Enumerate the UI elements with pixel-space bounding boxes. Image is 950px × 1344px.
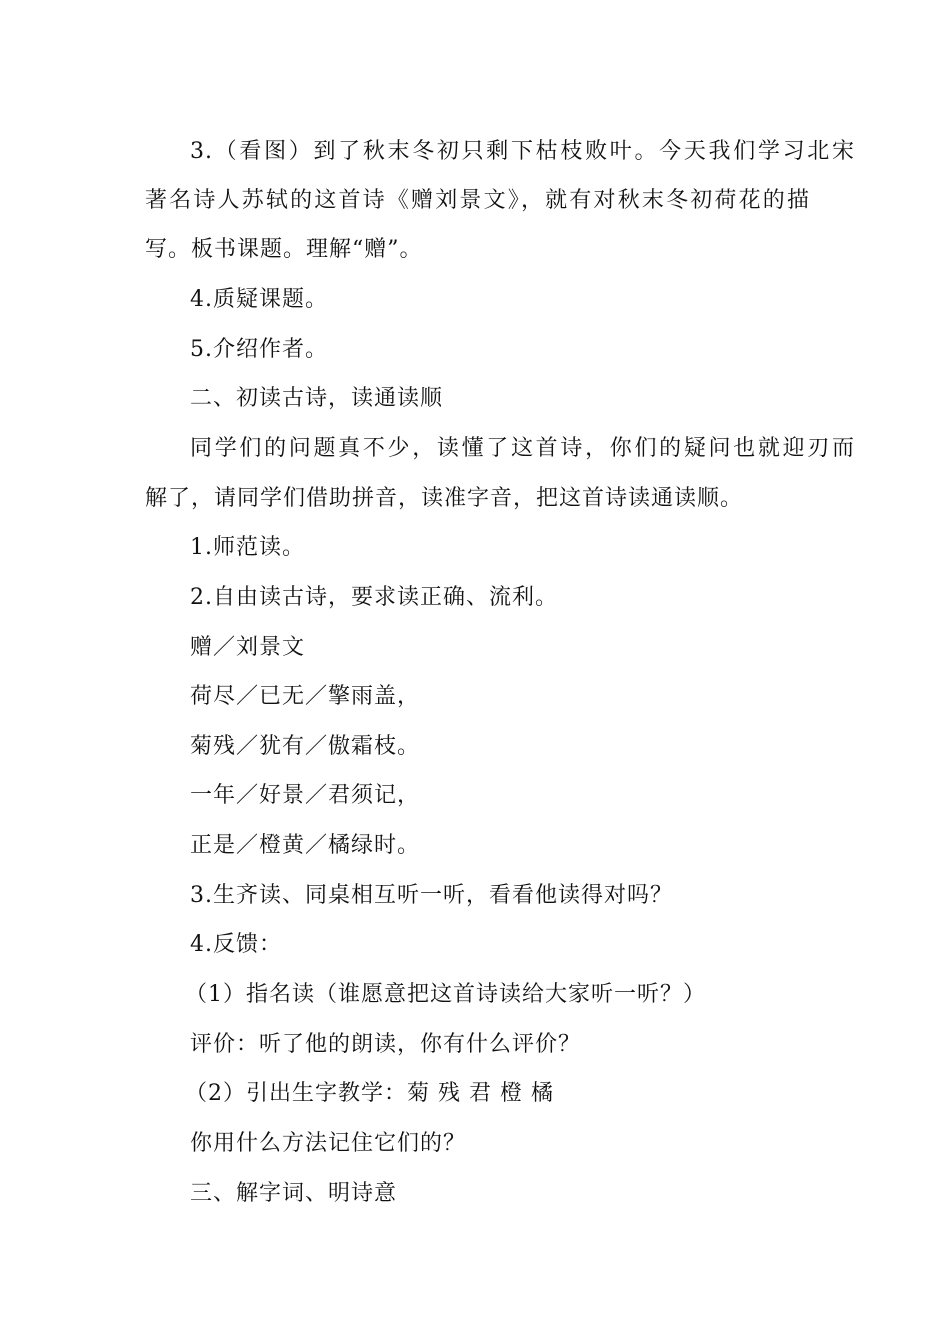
- section-heading: 二、初读古诗，读通读顺: [190, 386, 444, 411]
- poem-title: 赠／刘景文: [190, 635, 306, 660]
- paragraph-line: 你用什么方法记住它们的？: [190, 1131, 467, 1156]
- paragraph-line: 写。板书课题。理解“赠”。: [145, 237, 423, 262]
- paragraph-line: 4.质疑课题。: [190, 287, 328, 312]
- paragraph-line: 4.反馈：: [190, 932, 282, 957]
- paragraph-line: 5.介绍作者。: [190, 337, 328, 362]
- paragraph-line: （1）指名读（谁愿意把这首诗读给大家听一听？）: [185, 982, 706, 1007]
- section-heading: 三、解字词、明诗意: [190, 1181, 398, 1206]
- paragraph-line: 3.生齐读、同桌相互听一听，看看他读得对吗？: [190, 883, 673, 908]
- paragraph-line: 评价：听了他的朗读，你有什么评价？: [190, 1032, 582, 1057]
- paragraph-line: 3.（看图）到了秋末冬初只剩下枯枝败叶。今天我们学习北宋: [190, 139, 855, 164]
- poem-line: 一年／好景／君须记，: [190, 783, 421, 808]
- paragraph-line: 同学们的问题真不少，读懂了这首诗，你们的疑问也就迎刃而: [190, 436, 855, 461]
- paragraph-line: 著名诗人苏轼的这首诗《赠刘景文》，就有对秋末冬初荷花的描: [145, 188, 810, 213]
- paragraph-line: （2）引出生字教学：菊 残 君 橙 橘: [185, 1081, 554, 1106]
- poem-line: 正是／橙黄／橘绿时。: [190, 833, 421, 858]
- paragraph-line: 1.师范读。: [190, 535, 305, 560]
- paragraph-line: 2.自由读古诗，要求读正确、流利。: [190, 585, 558, 610]
- poem-line: 荷尽／已无／擎雨盖，: [190, 684, 421, 709]
- paragraph-line: 解了，请同学们借助拼音，读准字音，把这首诗读通读顺。: [145, 486, 744, 511]
- poem-line: 菊残／犹有／傲霜枝。: [190, 734, 421, 759]
